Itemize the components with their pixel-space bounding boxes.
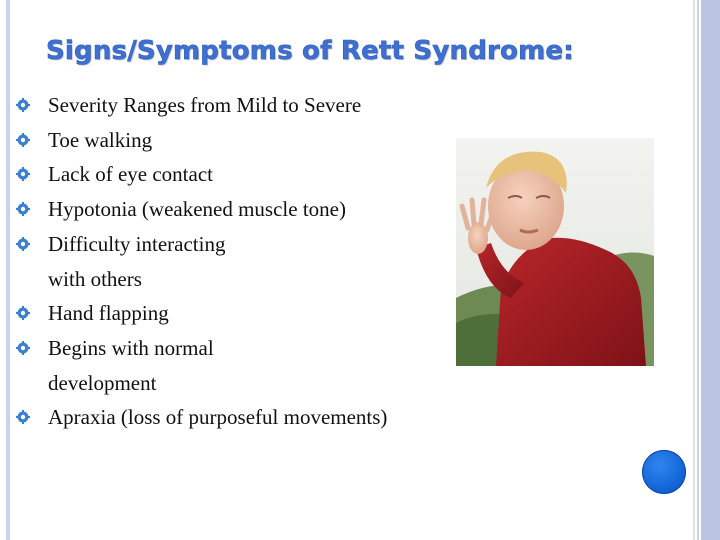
gear-icon bbox=[16, 98, 30, 112]
bullet-text: Begins with normal bbox=[48, 335, 214, 360]
bullet-text: Toe walking bbox=[48, 127, 153, 152]
right-border-band bbox=[693, 0, 720, 540]
bullet-text: Severity Ranges from Mild to Severe bbox=[48, 93, 362, 117]
list-item bbox=[0, 227, 470, 262]
bullet-text: Difficulty interacting bbox=[48, 231, 226, 256]
list-item-continuation bbox=[0, 262, 470, 297]
list-item bbox=[0, 88, 470, 123]
gear-icon bbox=[16, 167, 30, 181]
bullet-text: Hand flapping bbox=[48, 301, 169, 326]
list-item bbox=[0, 123, 470, 158]
bullet-list bbox=[0, 88, 470, 435]
gear-icon bbox=[16, 306, 30, 320]
list-item-continuation bbox=[0, 366, 470, 401]
bullet-text: Lack of eye contact bbox=[48, 162, 213, 187]
list-item bbox=[0, 192, 470, 227]
list-item bbox=[0, 296, 470, 331]
gear-icon bbox=[16, 237, 30, 251]
gear-icon bbox=[16, 133, 30, 147]
bullet-text: Apraxia (loss of purposeful movements) bbox=[48, 405, 388, 430]
gear-icon bbox=[16, 410, 30, 424]
bullet-text: Hypotonia (weakened muscle tone) bbox=[48, 197, 346, 222]
list-item bbox=[0, 400, 470, 435]
bullet-text: with others bbox=[48, 266, 142, 291]
child-photo-art bbox=[456, 138, 654, 366]
bullet-text: development bbox=[48, 370, 157, 395]
gear-icon bbox=[16, 202, 30, 216]
accent-circle bbox=[642, 450, 686, 494]
list-item bbox=[0, 331, 470, 366]
list-item bbox=[0, 157, 470, 192]
gear-icon bbox=[16, 341, 30, 355]
child-photo bbox=[456, 138, 654, 366]
slide-title: Signs/Symptoms of Rett Syndrome: bbox=[46, 36, 574, 66]
